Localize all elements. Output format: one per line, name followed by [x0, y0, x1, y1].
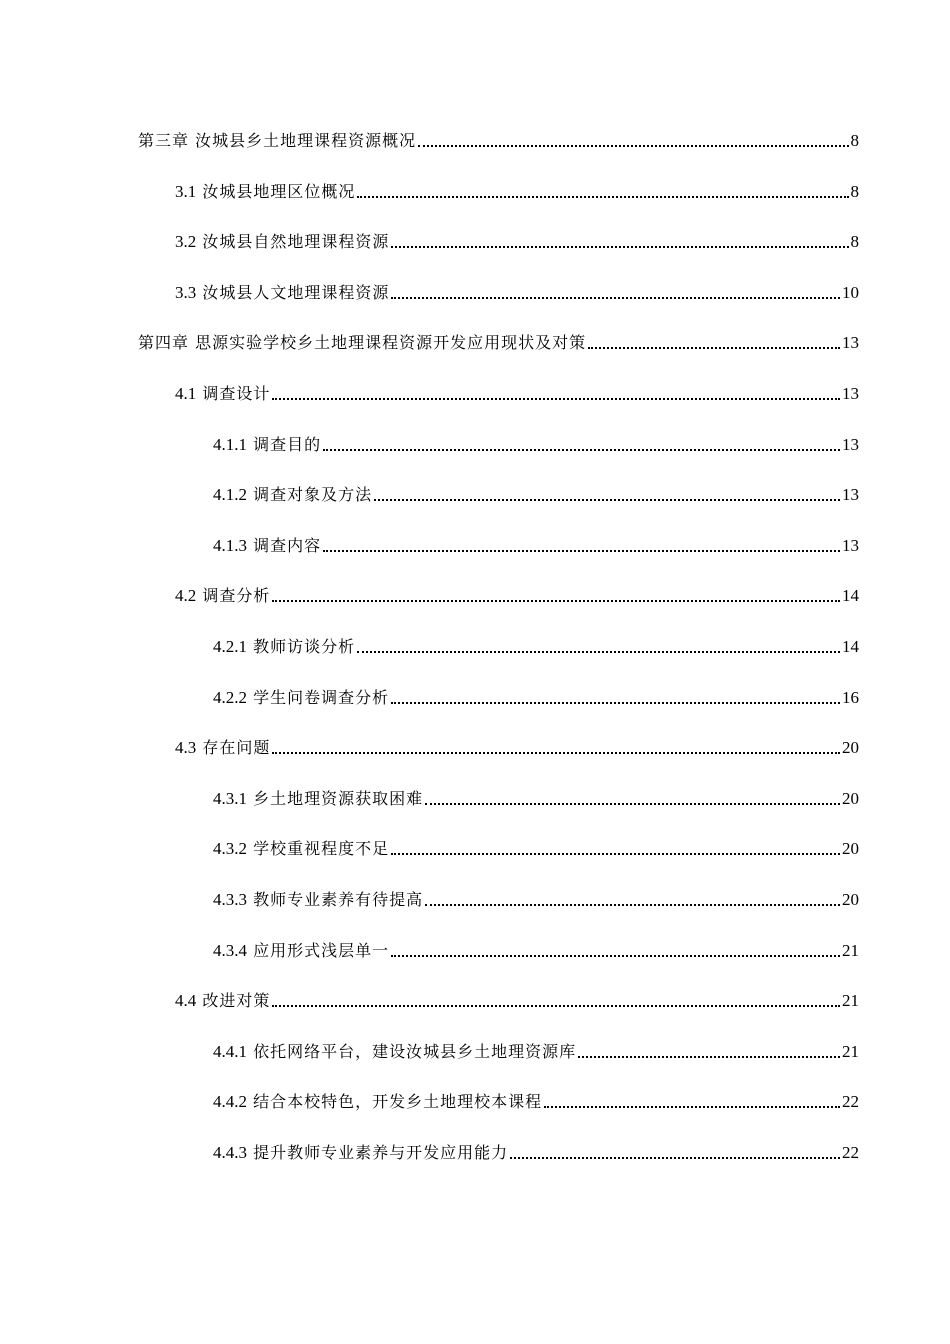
toc-entry[interactable] — [213, 482, 859, 506]
toc-entry-title — [213, 484, 372, 506]
toc-entry-text: 汝城县人文地理课程资源 — [202, 283, 390, 302]
toc-page-number: 16 — [842, 688, 859, 707]
toc-dot-leader — [323, 550, 840, 552]
toc-entry[interactable] — [213, 432, 859, 456]
toc-dot-leader — [510, 1157, 840, 1159]
toc-page-number: 22 — [842, 1143, 859, 1162]
toc-dot-leader — [357, 651, 840, 653]
toc-entry-text: 乡土地理资源获取困难 — [253, 789, 424, 808]
toc-entry-title — [213, 889, 423, 911]
toc-entry-number: 4.3.1 — [213, 789, 247, 808]
toc-entry-number: 4.3.4 — [213, 941, 247, 960]
toc-entry-number: 4.2.2 — [213, 688, 247, 707]
toc-entry-title — [175, 990, 270, 1012]
toc-entry[interactable] — [213, 1140, 859, 1164]
toc-page-number: 14 — [842, 637, 859, 656]
toc-page-number: 22 — [842, 1092, 859, 1111]
toc-entry[interactable] — [213, 1089, 859, 1113]
toc-entry[interactable] — [138, 128, 859, 152]
toc-entry-text: 存在问题 — [202, 738, 271, 757]
toc-page-number: 13 — [842, 536, 859, 555]
toc-page-number: 20 — [842, 890, 859, 909]
toc-page-number: 13 — [842, 435, 859, 454]
toc-entry-number: 4.4.1 — [213, 1042, 247, 1061]
toc-entry-title — [175, 282, 389, 304]
toc-dot-leader — [323, 449, 840, 451]
toc-entry-text: 汝城县地理区位概况 — [202, 182, 356, 201]
toc-entry-number: 4.3.2 — [213, 839, 247, 858]
toc-entry-number: 3.2 — [175, 232, 197, 251]
toc-entry-text: 汝城县自然地理课程资源 — [202, 232, 390, 251]
toc-entry-text: 第四章 思源实验学校乡土地理课程资源开发应用现状及对策 — [138, 333, 587, 352]
toc-entry-number: 4.1 — [175, 384, 197, 403]
toc-page-number: 8 — [850, 232, 859, 251]
toc-entry-title — [213, 535, 321, 557]
toc-entry[interactable] — [213, 786, 859, 810]
toc-entry-number: 4.3.3 — [213, 890, 247, 909]
toc-dot-leader — [578, 1056, 840, 1058]
toc-dot-leader — [391, 955, 840, 957]
toc-entry-text: 调查设计 — [202, 384, 271, 403]
toc-page-number: 13 — [842, 333, 859, 352]
toc-entry-title — [175, 383, 270, 405]
toc-page-number: 13 — [842, 485, 859, 504]
toc-entry[interactable] — [213, 685, 859, 709]
toc-dot-leader — [418, 145, 848, 147]
toc-page-number: 20 — [842, 839, 859, 858]
toc-entry[interactable] — [213, 1039, 859, 1063]
toc-entry-text: 调查对象及方法 — [253, 485, 373, 504]
toc-entry-title — [175, 231, 389, 253]
toc-entry[interactable] — [213, 887, 859, 911]
toc-entry[interactable] — [213, 836, 859, 860]
toc-entry[interactable] — [175, 179, 859, 203]
toc-entry-title — [213, 838, 389, 860]
toc-entry[interactable] — [213, 634, 859, 658]
toc-entry-number: 4.3 — [175, 738, 197, 757]
toc-entry-number: 4.1.1 — [213, 435, 247, 454]
toc-dot-leader — [272, 1005, 840, 1007]
toc-entry-title — [175, 181, 355, 203]
toc-entry-title — [213, 687, 389, 709]
toc-entry-title — [213, 1041, 576, 1063]
toc-entry-title — [213, 940, 389, 962]
toc-page-number: 8 — [850, 131, 859, 150]
toc-entry-text: 调查内容 — [253, 536, 322, 555]
toc-page-number: 8 — [850, 182, 859, 201]
toc-page-number: 10 — [842, 283, 859, 302]
toc-entry[interactable] — [175, 229, 859, 253]
toc-entry-number: 4.1.3 — [213, 536, 247, 555]
toc-page-number: 21 — [842, 941, 859, 960]
toc-entry-title — [175, 585, 270, 607]
toc-entry-number: 4.1.2 — [213, 485, 247, 504]
toc-entry-number: 4.4.3 — [213, 1143, 247, 1162]
toc-dot-leader — [391, 853, 840, 855]
toc-dot-leader — [425, 803, 840, 805]
toc-dot-leader — [374, 499, 840, 501]
toc-page-number: 21 — [842, 1042, 859, 1061]
toc-entry-title — [213, 1142, 508, 1164]
toc-dot-leader — [425, 904, 840, 906]
toc-entry-title — [213, 1091, 542, 1113]
toc-entry-text: 教师专业素养有待提高 — [253, 890, 424, 909]
toc-entry-number: 4.4.2 — [213, 1092, 247, 1111]
toc-dot-leader — [391, 297, 840, 299]
toc-entry-title — [138, 130, 416, 152]
toc-entry[interactable] — [213, 938, 859, 962]
toc-entry-number: 3.3 — [175, 283, 197, 302]
toc-entry-text: 学校重视程度不足 — [253, 839, 390, 858]
toc-page-number: 13 — [842, 384, 859, 403]
toc-page-number: 21 — [842, 991, 859, 1010]
toc-page-number: 14 — [842, 586, 859, 605]
toc-entry-text: 教师访谈分析 — [253, 637, 356, 656]
toc-entry-text: 调查目的 — [253, 435, 322, 454]
toc-dot-leader — [588, 347, 840, 349]
toc-dot-leader — [357, 196, 848, 198]
toc-entry-title — [138, 332, 586, 354]
toc-entry[interactable] — [138, 330, 859, 354]
toc-entry-title — [213, 788, 423, 810]
toc-dot-leader — [272, 600, 840, 602]
toc-dot-leader — [272, 752, 840, 754]
toc-entry[interactable] — [213, 533, 859, 557]
toc-entry-number: 4.2 — [175, 586, 197, 605]
toc-entry-text: 应用形式浅层单一 — [253, 941, 390, 960]
toc-dot-leader — [391, 702, 840, 704]
toc-entry-number: 4.4 — [175, 991, 197, 1010]
toc-entry-text: 改进对策 — [202, 991, 271, 1010]
toc-entry[interactable] — [175, 735, 859, 759]
toc-entry[interactable] — [175, 280, 859, 304]
toc-dot-leader — [544, 1106, 840, 1108]
toc-entry-title — [213, 434, 321, 456]
toc-entry[interactable] — [175, 381, 859, 405]
toc-entry-number: 4.2.1 — [213, 637, 247, 656]
toc-entry-text: 提升教师专业素养与开发应用能力 — [253, 1143, 509, 1162]
toc-entry-text: 依托网络平台，建设汝城县乡土地理资源库 — [253, 1042, 577, 1061]
toc-page-number: 20 — [842, 789, 859, 808]
toc-entry-text: 结合本校特色，开发乡土地理校本课程 — [253, 1092, 543, 1111]
toc-entry-title — [175, 737, 270, 759]
toc-entry-text: 调查分析 — [202, 586, 271, 605]
toc-entry[interactable] — [175, 583, 859, 607]
toc-entry-text: 第三章 汝城县乡土地理课程资源概况 — [138, 131, 417, 150]
toc-dot-leader — [272, 398, 840, 400]
toc-entry-number: 3.1 — [175, 182, 197, 201]
toc-entry-text: 学生问卷调查分析 — [253, 688, 390, 707]
toc-dot-leader — [391, 246, 848, 248]
toc-page-number: 20 — [842, 738, 859, 757]
toc-entry-title — [213, 636, 355, 658]
toc-entry[interactable] — [175, 988, 859, 1012]
